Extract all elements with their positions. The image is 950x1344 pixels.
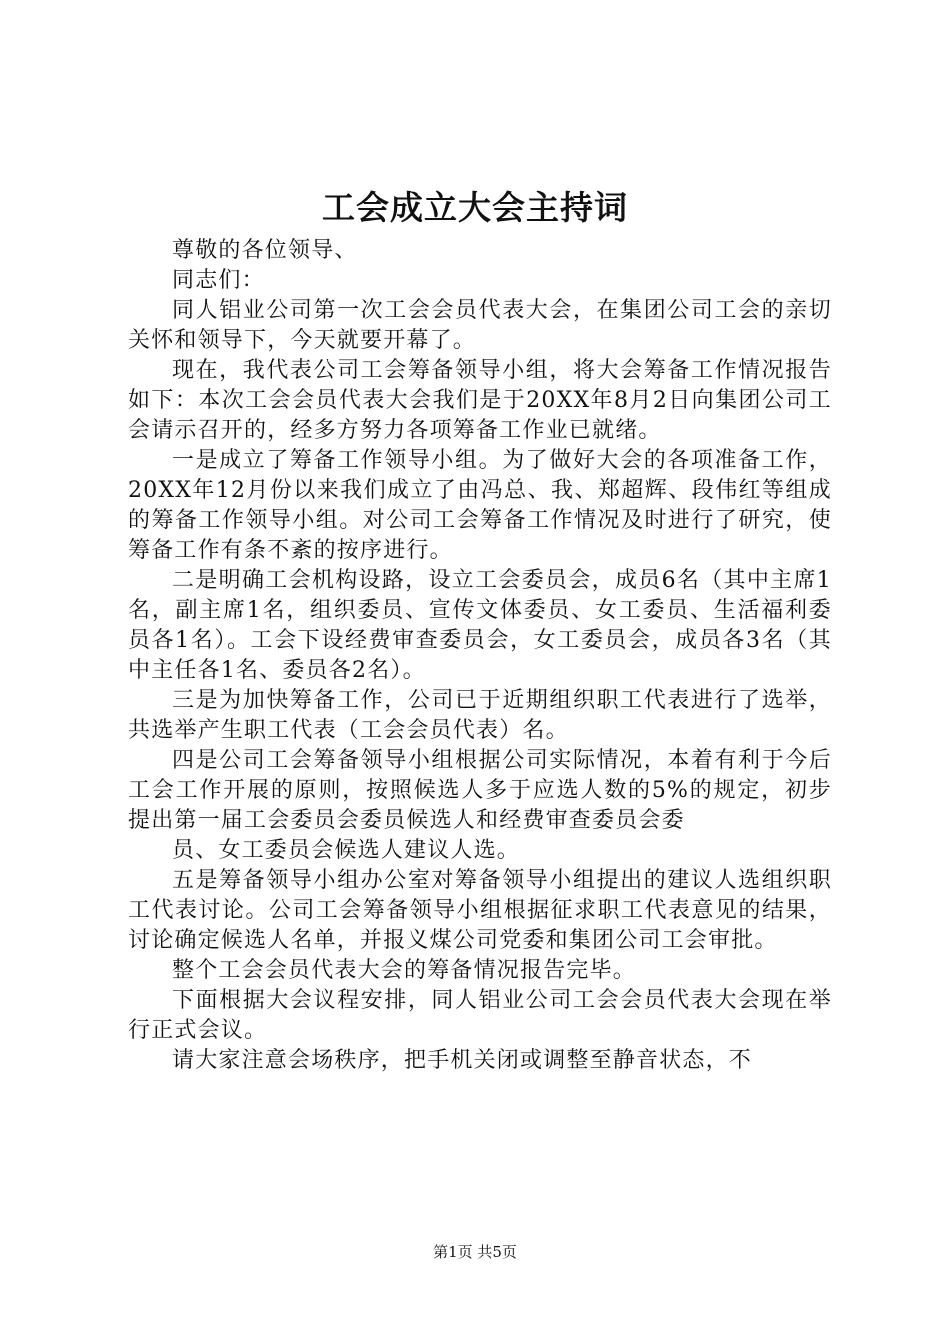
paragraph: 三是为加快筹备工作，公司已于近期组织职工代表进行了选举，共选举产生职工代表（工会会员代表）名。 <box>128 688 832 743</box>
paragraph: 五是筹备领导小组办公室对筹备领导小组提出的建议人选组织职工代表讨论。公司工会筹备领导小组根据征求职工代表意见的结果，讨论确定候选人名单，并报义煤公司党委和集团公司工会审批。 <box>128 868 832 953</box>
paragraph: 一是成立了筹备工作领导小组。为了做好大会的各项准备工作，20XX年12月份以来我们成立了由冯总、我、郑超辉、段伟红等组成的筹备工作领导小组。对公司工会筹备工作情况及时进行了研究，使筹备工作有条不紊的按序进行。 <box>128 448 832 563</box>
paragraph: 请大家注意会场秩序，把手机关闭或调整至静音状态，不 <box>172 1048 753 1073</box>
paragraph: 四是公司工会筹备领导小组根据公司实际情况，本着有利于今后工会工作开展的原则，按照候选人多于应选人数的5%的规定，初步提出第一届工会委员会委员候选人和经费审查委员会委 <box>128 748 832 833</box>
paragraph: 员、女工委员会候选人建议人选。 <box>172 838 521 863</box>
document-body <box>128 236 832 1076</box>
paragraph: 二是明确工会机构设路，设立工会委员会，成员6名（其中主席1名，副主席1名，组织委员、宣传文体委员、女工委员、生活福利委员各1名）。工会下设经费审查委员会，女工委员会，成员各3名（其中主任各1名、委员各2名）。 <box>128 568 832 683</box>
paragraph: 整个工会会员代表大会的筹备情况报告完毕。 <box>172 958 637 983</box>
document-title: 工会成立大会主持词 <box>322 188 628 227</box>
paragraph: 下面根据大会议程安排，同人铝业公司工会会员代表大会现在举行正式会议。 <box>128 988 832 1043</box>
paragraph-salutation-2: 同志们： <box>172 268 265 293</box>
paragraph-salutation: 尊敬的各位领导、 <box>172 238 358 263</box>
paragraph: 同人铝业公司第一次工会会员代表大会，在集团公司工会的亲切关怀和领导下，今天就要开幕了。 <box>128 298 832 353</box>
paragraph: 现在，我代表公司工会筹备领导小组，将大会筹备工作情况报告如下：本次工会会员代表大会我们是于20XX年8月2日向集团公司工会请示召开的，经多方努力各项筹备工作业已就绪。 <box>128 358 832 443</box>
page-footer: 第1页 共5页 <box>433 1243 517 1261</box>
